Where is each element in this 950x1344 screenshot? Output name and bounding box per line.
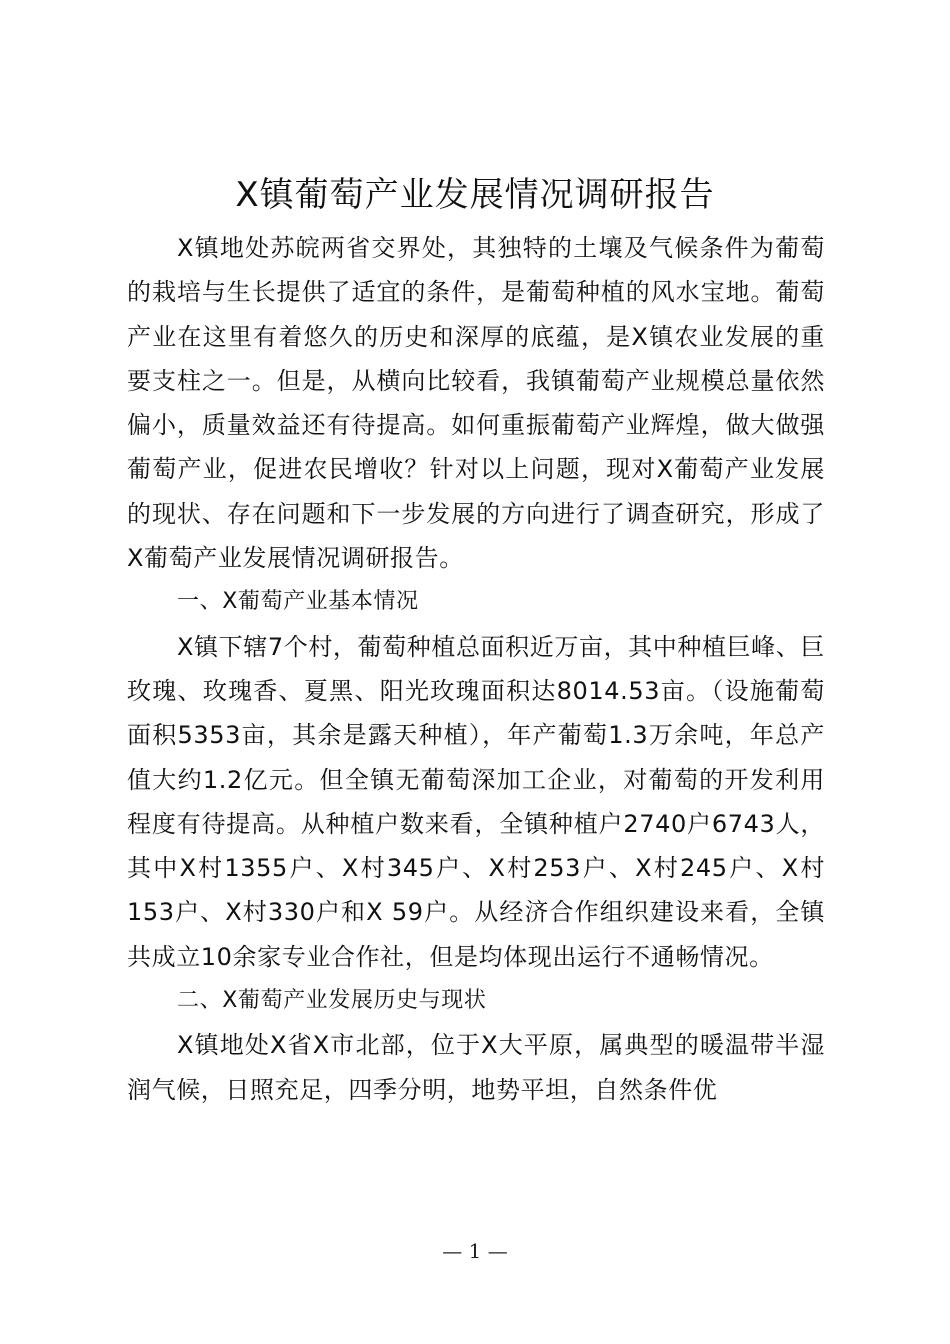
section-2-heading: 二、X葡萄产业发展历史与现状 [177, 988, 487, 1014]
section-1-heading: 一、X葡萄产业基本情况 [177, 589, 419, 615]
document-body [127, 226, 825, 1112]
document-title: X镇葡萄产业发展情况调研报告 [235, 175, 715, 215]
page-number: — 1 — [442, 1239, 508, 1263]
section-2-paragraph: X镇地处X省X市北部，位于X大平原，属典型的暖温带半湿润气候，日照充足，四季分明，地势平坦，自然条件优 [127, 1031, 825, 1104]
intro-paragraph: X镇地处苏皖两省交界处，其独特的土壤及气候条件为葡萄的栽培与生长提供了适宜的条件，是葡萄种植的风水宝地。葡萄产业在这里有着悠久的历史和深厚的底蕴，是X镇农业发展的重要支柱之一。但是，从横向比较看，我镇葡萄产业规模总量依然偏小，质量效益还有待提高。如何重振葡萄产业辉煌，做大做强葡萄产业，促进农民增收？针对以上问题，现对X葡萄产业发展的现状、存在问题和下一步发展的方向进行了调查研究，形成了X葡萄产业发展情况调研报告。 [127, 234, 825, 573]
section-1-paragraph: X镇下辖7个村，葡萄种植总面积近万亩，其中种植巨峰、巨玫瑰、玫瑰香、夏黑、阳光玫瑰面积达8014.53亩。（设施葡萄面积5353亩，其余是露天种植），年产葡萄1.3万余吨，年总产值大约1.2亿元。但全镇无葡萄深加工企业，对葡萄的开发利用程度有待提高。从种植户数来看，全镇种植户2740户6743人，其中X村1355户、X村345户、X村253户、X村245户、X村153户、X村330户和X 59户。从经济合作组织建设来看，全镇共成立10余家专业合作社，但是均体现出运行不通畅情况。 [127, 632, 825, 971]
